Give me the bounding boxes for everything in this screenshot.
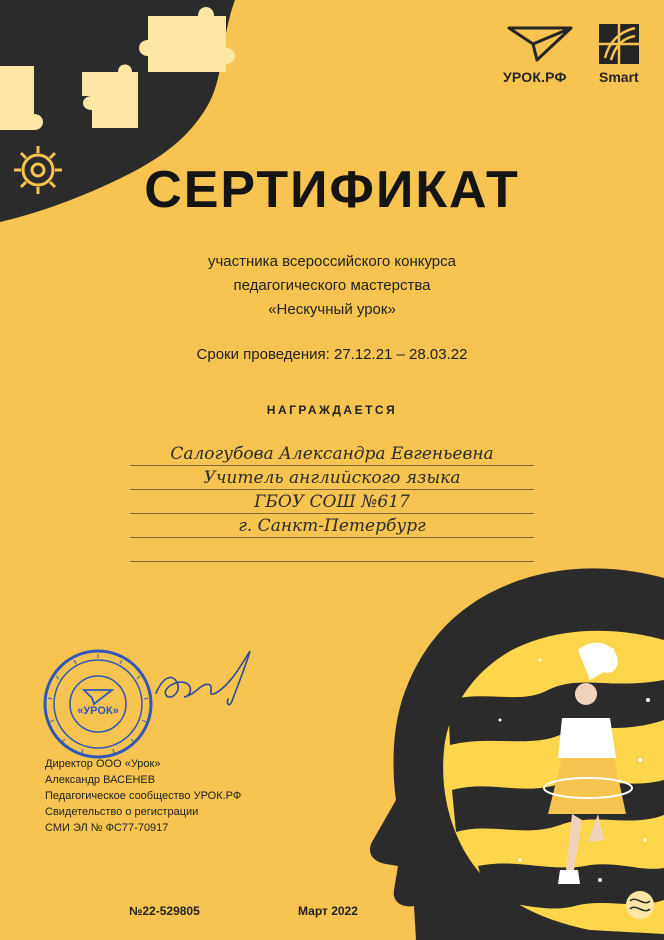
subtitle-line: «Нескучный урок» bbox=[268, 301, 396, 318]
recipient-line bbox=[130, 490, 534, 514]
puzzle-piece-icon bbox=[139, 7, 235, 72]
awarded-heading: НАГРАЖДАЕТСЯ bbox=[266, 403, 398, 417]
subtitle-line: педагогического мастерства bbox=[233, 277, 431, 294]
urok-logo bbox=[503, 22, 579, 88]
recipient-line bbox=[130, 538, 534, 562]
ball-icon bbox=[626, 891, 654, 919]
certificate-number: №22-529805 bbox=[129, 904, 200, 918]
smart-logo-label: Smart bbox=[599, 69, 639, 85]
recipient-school: ГБОУ СОШ №617 bbox=[254, 492, 410, 512]
director-line: Александр ВАСЕНЕВ bbox=[45, 774, 156, 786]
stamp-ring-text-marks bbox=[48, 654, 148, 753]
recipient-position: Учитель английского языка bbox=[203, 468, 461, 488]
recipient-line bbox=[130, 442, 534, 466]
recipient-block bbox=[130, 442, 534, 562]
recipient-city: г. Санкт-Петербург bbox=[238, 516, 426, 536]
event-dates: Сроки проведения: 27.12.21 – 28.03.22 bbox=[196, 346, 468, 363]
paper-plane-icon bbox=[507, 22, 573, 62]
subtitle-line: участника всероссийского конкурса bbox=[207, 253, 456, 270]
certificate-date: Март 2022 bbox=[298, 904, 358, 918]
director-line: Директор ООО «Урок» bbox=[45, 758, 161, 770]
urok-logo-label: УРОК.РФ bbox=[503, 69, 567, 85]
director-line: Педагогическое сообщество УРОК.РФ bbox=[45, 790, 242, 802]
company-stamp bbox=[42, 648, 154, 760]
director-line: СМИ ЭЛ № ФС77-70917 bbox=[45, 822, 169, 834]
recipient-name: Салогубова Александра Евгеньевна bbox=[170, 444, 494, 464]
director-line: Свидетельство о регистрации bbox=[45, 806, 199, 818]
certificate-title: СЕРТИФИКАТ bbox=[144, 161, 520, 219]
stamp-center-text: «УРОК» bbox=[77, 705, 119, 717]
director-info bbox=[45, 756, 241, 836]
recipient-line bbox=[130, 466, 534, 490]
certificate-subtitle bbox=[0, 250, 664, 322]
smart-emblem-icon bbox=[597, 22, 641, 66]
director-signature bbox=[150, 645, 260, 715]
smart-logo bbox=[597, 22, 647, 88]
stamp-plane-icon bbox=[84, 690, 112, 704]
recipient-line bbox=[130, 514, 534, 538]
